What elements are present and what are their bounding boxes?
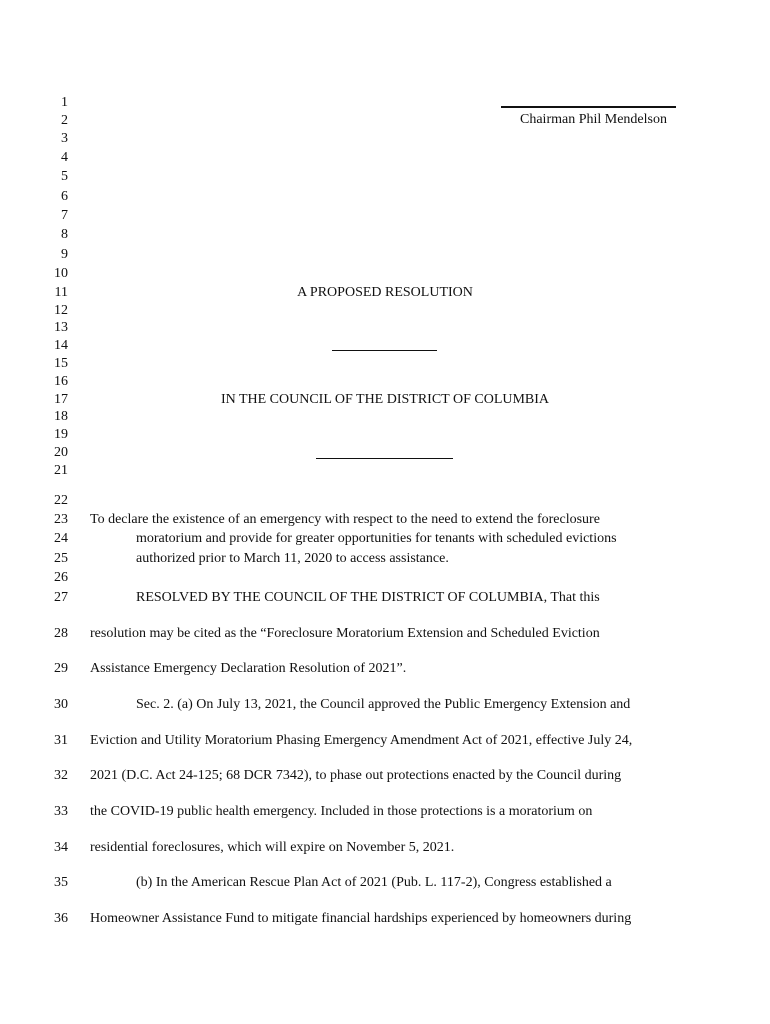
line-number: 5	[61, 169, 68, 184]
long-title-line: To declare the existence of an emergency with respect to the need to extend the foreclosure	[90, 512, 600, 527]
line-number: 24	[54, 531, 68, 546]
body-line: the COVID-19 public health emergency. Included in those protections is a moratorium on	[90, 804, 593, 819]
line-number: 28	[54, 626, 68, 641]
line-number: 4	[61, 150, 68, 165]
line-number: 13	[54, 320, 68, 335]
line-number: 23	[54, 512, 68, 527]
line-number: 35	[54, 875, 68, 890]
line-number: 33	[54, 804, 68, 819]
line-number: 25	[54, 551, 68, 566]
line-number: 9	[61, 247, 68, 262]
body-line: Assistance Emergency Declaration Resolution of 2021”.	[90, 661, 407, 676]
line-number: 34	[54, 840, 68, 855]
line-number: 14	[54, 338, 68, 353]
body-line: (b) In the American Rescue Plan Act of 2021 (Pub. L. 117-2), Congress established a	[136, 875, 612, 890]
line-number: 2	[61, 113, 68, 128]
signature-line	[501, 106, 676, 108]
signature-name: Chairman Phil Mendelson	[520, 112, 667, 127]
line-number: 16	[54, 374, 68, 389]
line-number: 10	[54, 266, 68, 281]
line-number: 26	[54, 570, 68, 585]
body-line: Homeowner Assistance Fund to mitigate financial hardships experienced by homeowners during	[90, 911, 632, 926]
line-number: 29	[54, 661, 68, 676]
line-number: 15	[54, 356, 68, 371]
title-rule	[332, 350, 437, 351]
line-number: 18	[54, 409, 68, 424]
line-number: 22	[54, 493, 68, 508]
line-number: 11	[54, 285, 68, 300]
long-title-line: moratorium and provide for greater opportunities for tenants with scheduled evictions	[136, 531, 617, 546]
line-number: 36	[54, 911, 68, 926]
line-number: 20	[54, 445, 68, 460]
long-title-line: authorized prior to March 11, 2020 to access assistance.	[136, 551, 449, 566]
resolution-title: A PROPOSED RESOLUTION	[297, 285, 473, 300]
council-rule	[316, 458, 453, 459]
line-number: 27	[54, 590, 68, 605]
line-number: 12	[54, 303, 68, 318]
body-line: Sec. 2. (a) On July 13, 2021, the Council approved the Public Emergency Extension and	[136, 697, 631, 712]
line-number: 8	[61, 227, 68, 242]
line-number: 21	[54, 463, 68, 478]
council-heading: IN THE COUNCIL OF THE DISTRICT OF COLUMBIA	[220, 392, 550, 407]
body-line: Eviction and Utility Moratorium Phasing Emergency Amendment Act of 2021, effective July 24,	[90, 733, 633, 748]
line-number: 6	[61, 189, 68, 204]
line-number: 19	[54, 427, 68, 442]
body-line: resolution may be cited as the “Foreclosure Moratorium Extension and Scheduled Eviction	[90, 626, 600, 641]
line-number: 17	[54, 392, 68, 407]
body-line: 2021 (D.C. Act 24-125; 68 DCR 7342), to phase out protections enacted by the Council during	[90, 768, 622, 783]
line-number: 1	[61, 95, 68, 110]
line-number: 31	[54, 733, 68, 748]
line-number: 3	[61, 131, 68, 146]
line-number: 32	[54, 768, 68, 783]
line-number: 7	[61, 208, 68, 223]
body-line: residential foreclosures, which will expire on November 5, 2021.	[90, 840, 455, 855]
line-number: 30	[54, 697, 68, 712]
body-line: RESOLVED BY THE COUNCIL OF THE DISTRICT OF COLUMBIA, That this	[136, 590, 600, 605]
